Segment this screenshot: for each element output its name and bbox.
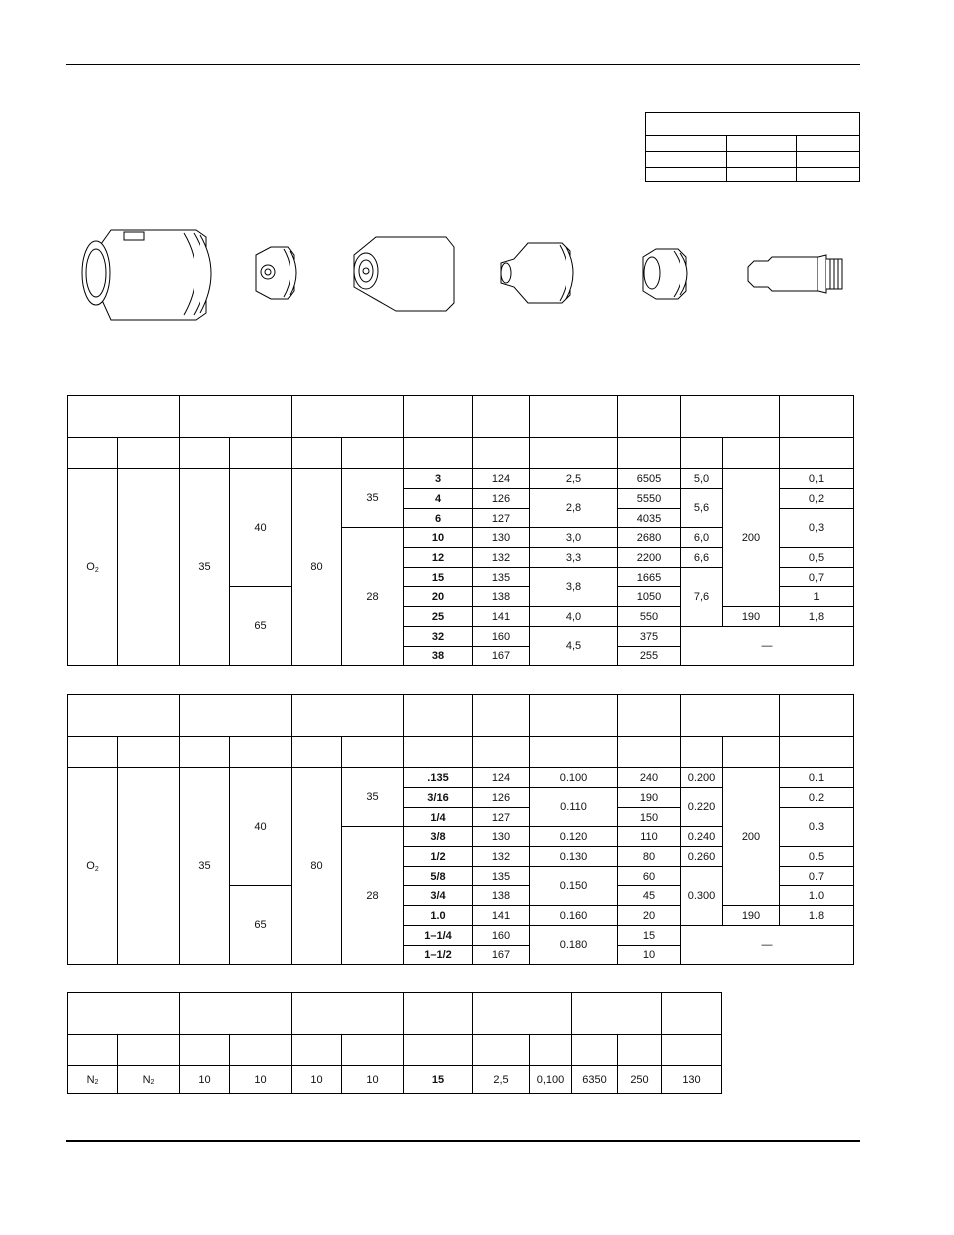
header-cell [680,694,780,737]
header-cell [617,395,681,438]
voltage-cell: 127 [472,807,530,828]
header-cell [179,395,292,438]
pierce-delay-cell: 1 [779,586,854,607]
plasma-gas-cell: O 2 [67,468,118,666]
standoff-cell: 0.120 [529,826,618,847]
header-cell [617,694,681,737]
header-cell [529,437,618,469]
header-cell [291,992,404,1035]
header-cell [529,1034,572,1066]
voltage-cell: 124 [472,468,530,489]
value-cell: 10 [341,1065,404,1094]
speed-cell: 80 [617,846,681,867]
pierce-height-cell: 5,0 [680,468,723,489]
pierce-height-cell: 0.200 [680,767,723,788]
pierce-delay-cell: 0,2 [779,488,854,509]
speed-cell: 240 [617,767,681,788]
header-cell [571,1034,618,1066]
header-cell [472,992,572,1035]
header-cell [179,437,230,469]
voltage-cell: 126 [472,787,530,808]
header-cell [229,1034,292,1066]
plasma-pressure-cell: 80 [291,468,342,666]
standoff-cell: 0.150 [529,866,618,906]
header-cell [403,694,473,737]
pierce-delay-cell: 1.8 [779,905,854,926]
shield-gas-cell [117,767,180,965]
header-cell [529,395,618,438]
header-cell [179,992,292,1035]
amp-setting-cell: 28 [341,527,404,666]
pierce-height-cell: 0.260 [680,846,723,867]
header-cell [529,736,618,768]
voltage-cell: 135 [472,866,530,887]
header-cell [403,736,473,768]
header-cell [403,437,473,469]
header-cell [779,395,854,438]
speed-cell: 110 [617,826,681,847]
current-cell: 15 [403,1065,473,1094]
thickness-cell: 1.0 [403,905,473,926]
speed-cell: 45 [617,885,681,906]
shield-setting-cell: 65 [229,885,292,965]
speed-cell: 60 [617,866,681,887]
pierce-percent-cell: 190 [722,606,780,627]
voltage-cell: 126 [472,488,530,509]
value-cell: 10 [229,1065,292,1094]
pierce-height-cell: 0.220 [680,787,723,827]
pierce-height-cell: 7,6 [680,567,723,627]
pierce-delay-cell: 1,8 [779,606,854,627]
amp-setting-cell: 28 [341,826,404,965]
standoff-cell: 0.180 [529,925,618,965]
voltage-cell: 127 [472,508,530,529]
speed-cell: 1050 [617,586,681,607]
value-cell: 10 [291,1065,342,1094]
pierce-height-cell: 0.240 [680,826,723,847]
pierce-delay-cell: 0.5 [779,846,854,867]
summary-grid [645,112,860,182]
speed-cell: 10 [617,945,681,965]
header-cell [291,437,342,469]
header-cell [229,437,292,469]
pierce-delay-cell: 0,5 [779,547,854,568]
pierce-delay-cell: 0.7 [779,866,854,887]
thickness-cell: 12 [403,547,473,568]
shield-setting-cell: 65 [229,586,292,666]
amp-setting-cell: 35 [341,468,404,528]
header-cell [472,1034,530,1066]
pierce-delay-cell: 0,7 [779,567,854,588]
header-cell [291,694,404,737]
header-cell [179,1034,230,1066]
nozzle-part-icon [501,243,573,303]
thickness-cell: 38 [403,646,473,666]
voltage-cell: 138 [472,885,530,906]
thickness-cell: 32 [403,626,473,647]
voltage-cell: 160 [472,626,530,647]
speed-cell: 4035 [617,508,681,529]
thickness-cell: 4 [403,488,473,509]
voltage-cell: 167 [472,945,530,965]
pierce-percent-cell: 200 [722,767,780,906]
voltage-cell: 130 [472,527,530,548]
header-cell [179,736,230,768]
header-cell [291,736,342,768]
thickness-cell: 15 [403,567,473,588]
thickness-cell: .135 [403,767,473,788]
header-cell [779,736,854,768]
electrode-part-icon [748,255,842,293]
header-cell [571,992,662,1035]
shield-setting-cell: 40 [229,767,292,886]
thickness-cell: 10 [403,527,473,548]
thickness-cell: 3/4 [403,885,473,906]
pierce-height-cell: 0.300 [680,866,723,926]
voltage-cell: 124 [472,767,530,788]
pierce-delay-cell: 0,3 [779,508,854,548]
speed-cell: 1665 [617,567,681,588]
header-cell [67,736,118,768]
header-cell [403,395,473,438]
speed-cell: 5550 [617,488,681,509]
pierce-delay-cell: 1.0 [779,885,854,906]
header-cell [722,736,780,768]
thickness-cell: 1/2 [403,846,473,867]
header-cell [341,1034,404,1066]
standoff-cell: 3,3 [529,547,618,568]
standoff-cell: 0.110 [529,787,618,827]
header-cell [179,694,292,737]
consumable-parts-illustration [66,215,860,325]
header-cell [617,437,681,469]
pierce-height-cell: 5,6 [680,488,723,528]
plasma-gas-cell: N 2 [67,1065,118,1094]
speed-cell: 550 [617,606,681,627]
voltage-cell: 138 [472,586,530,607]
voltage-cell: 132 [472,846,530,867]
standoff-cell: 2,8 [529,488,618,528]
voltage-cell: 135 [472,567,530,588]
header-cell [680,736,723,768]
header-cell [661,1034,722,1066]
value-cell: 130 [661,1065,722,1094]
speed-cell: 190 [617,787,681,808]
not-applicable-cell: — [680,626,854,666]
value-cell: 6350 [571,1065,618,1094]
voltage-cell: 141 [472,905,530,926]
thickness-cell: 1–1/2 [403,945,473,965]
header-cell [680,437,723,469]
pierce-delay-cell: 0.3 [779,807,854,847]
header-cell [117,437,180,469]
thickness-cell: 5/8 [403,866,473,887]
header-cell [779,694,854,737]
thickness-cell: 3/16 [403,787,473,808]
pierce-delay-cell: 0.2 [779,787,854,808]
standoff-cell: 0.160 [529,905,618,926]
thickness-cell: 6 [403,508,473,529]
header-cell [529,694,618,737]
header-cell [229,736,292,768]
speed-cell: 2680 [617,527,681,548]
header-cell [67,1034,118,1066]
plasma-gas-cell: O 2 [67,767,118,965]
thickness-cell: 25 [403,606,473,627]
preflow-cell: 35 [179,468,230,666]
bottom-rule [66,1140,860,1142]
header-cell [472,736,530,768]
standoff-cell: 2,5 [529,468,618,489]
voltage-cell: 167 [472,646,530,666]
voltage-cell: 141 [472,606,530,627]
standoff-cell: 3,8 [529,567,618,607]
header-cell [661,992,722,1035]
standoff-cell: 0.100 [529,767,618,788]
retaining-cap-part-icon [354,237,454,311]
header-cell [403,1034,473,1066]
shield-cap-part-icon [256,247,296,299]
pierce-delay-cell: 0.1 [779,767,854,788]
standoff-cell: 4,0 [529,606,618,627]
header-cell [67,992,180,1035]
header-cell [117,736,180,768]
header-cell [722,437,780,469]
header-cell [472,694,530,737]
pierce-height-cell: 6,6 [680,547,723,568]
pierce-height-cell: 6,0 [680,527,723,548]
header-cell [680,395,780,438]
value-cell: 2,5 [472,1065,530,1094]
header-cell [117,1034,180,1066]
header-cell [617,736,681,768]
header-cell [779,437,854,469]
amp-setting-cell: 35 [341,767,404,827]
plasma-pressure-cell: 80 [291,767,342,965]
top-rule [66,64,860,65]
speed-cell: 20 [617,905,681,926]
speed-cell: 150 [617,807,681,828]
header-cell [472,395,530,438]
header-cell [67,694,180,737]
voltage-cell: 130 [472,826,530,847]
speed-cell: 6505 [617,468,681,489]
shield-gas-cell: N 2 [117,1065,180,1094]
not-applicable-cell: — [680,925,854,965]
standoff-cell: 4,5 [529,626,618,666]
thickness-cell: 3 [403,468,473,489]
header-cell [472,437,530,469]
speed-cell: 255 [617,646,681,666]
speed-cell: 375 [617,626,681,647]
voltage-cell: 160 [472,925,530,946]
pierce-delay-cell: 0,1 [779,468,854,489]
shield-gas-cell [117,468,180,666]
header-cell [67,395,180,438]
pierce-percent-cell: 200 [722,468,780,607]
voltage-cell: 132 [472,547,530,568]
thickness-cell: 1–1/4 [403,925,473,946]
speed-cell: 2200 [617,547,681,568]
standoff-cell: 0.130 [529,846,618,867]
swirl-ring-part-icon [643,249,687,299]
header-cell [403,992,473,1035]
thickness-cell: 20 [403,586,473,607]
shield-setting-cell: 40 [229,468,292,587]
header-cell [291,1034,342,1066]
shield-part-icon [82,230,211,320]
thickness-cell: 1/4 [403,807,473,828]
thickness-cell: 3/8 [403,826,473,847]
pierce-percent-cell: 190 [722,905,780,926]
preflow-cell: 35 [179,767,230,965]
value-cell: 10 [179,1065,230,1094]
header-cell [617,1034,662,1066]
value-cell: 250 [617,1065,662,1094]
value-cell: 0,100 [529,1065,572,1094]
header-cell [341,437,404,469]
speed-cell: 15 [617,925,681,946]
standoff-cell: 3,0 [529,527,618,548]
header-cell [341,736,404,768]
header-cell [291,395,404,438]
header-cell [67,437,118,469]
